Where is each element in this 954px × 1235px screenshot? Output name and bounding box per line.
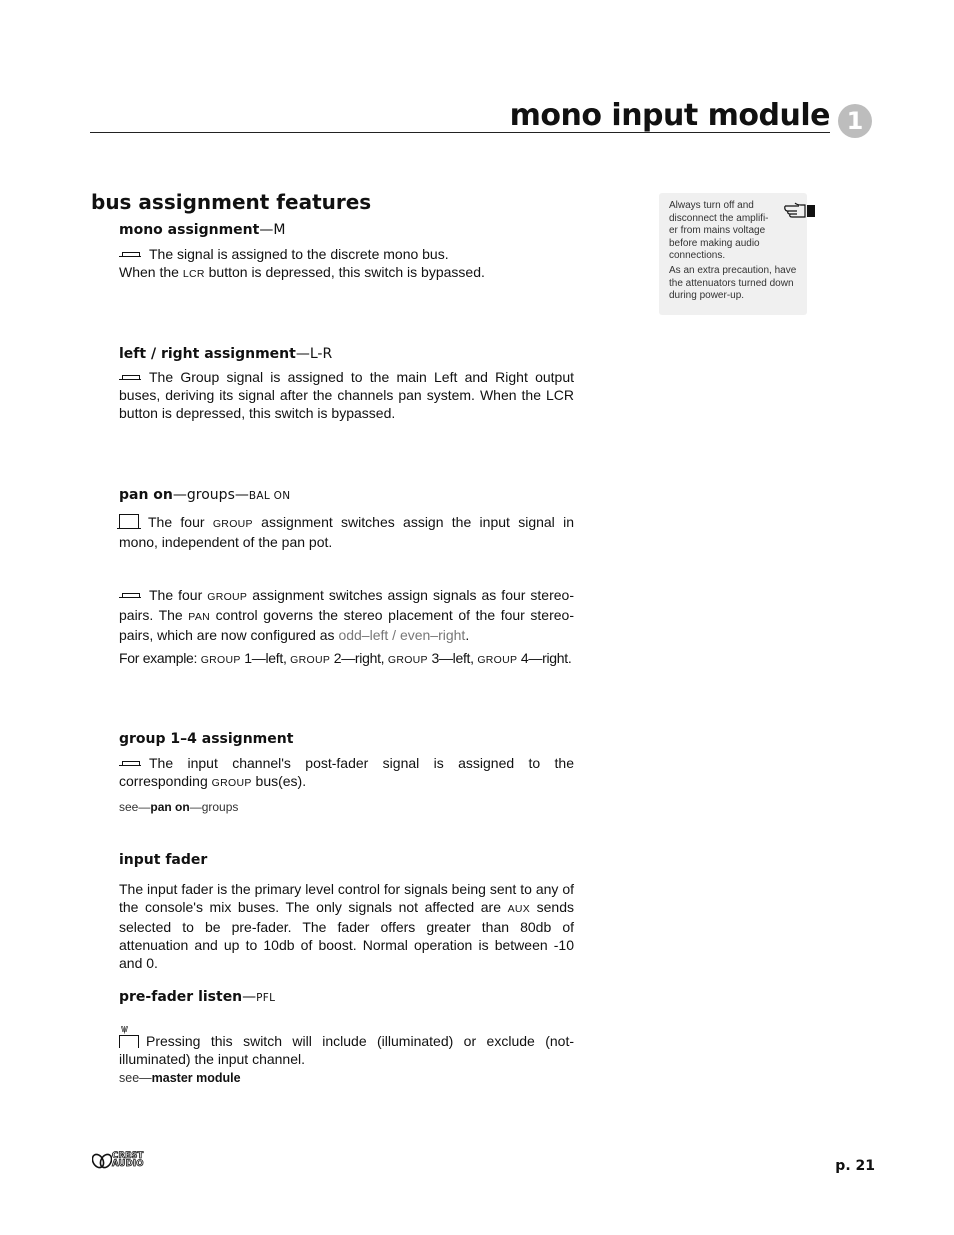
pfl-heading: pre-fader listen—PFL bbox=[119, 989, 276, 1005]
crest-logo-mark-icon bbox=[92, 1152, 112, 1170]
pfl-text: \\|// Pressing this switch will include (illuminated) or exclude (not-illuminated) the input channel. bbox=[119, 1025, 574, 1067]
switch-depressed-icon bbox=[119, 761, 141, 767]
pan-on-up-text: The four GROUP assignment switches assign the input signal in mono, independent of the pan pot. bbox=[119, 514, 574, 550]
crest-audio-logo: CREST AUDIO bbox=[92, 1150, 162, 1174]
switch-depressed-icon bbox=[119, 252, 141, 258]
header-rule bbox=[90, 132, 830, 133]
switch-released-icon bbox=[119, 514, 139, 529]
pointing-hand-icon bbox=[783, 201, 817, 221]
section-heading: bus assignment features bbox=[91, 190, 372, 214]
page-title: mono input module bbox=[509, 98, 830, 133]
pan-on-example: For example: GROUP 1—left, GROUP 2—right, GROUP 3—left, GROUP 4—right. bbox=[119, 650, 572, 666]
lr-assignment-heading: left / right assignment—L-R bbox=[119, 346, 333, 362]
input-fader-text: The input fader is the primary level control for signals being sent to any of the console's mix buses. The only signals not affected are AUX sends selected to be pre-fader. The fader offers greater than 80db of attenuation and up to 10db of boost. Normal operation is between -10 and 0. bbox=[119, 881, 574, 971]
mono-assignment-text: The signal is assigned to the discrete mono bus. When the LCR button is depressed, this switch is bypassed. bbox=[119, 246, 485, 280]
switch-depressed-icon bbox=[119, 593, 141, 599]
pfl-see-reference: see—master module bbox=[119, 1071, 241, 1085]
group-assignment-heading: group 1–4 assignment bbox=[119, 731, 294, 747]
group-see-reference: see—pan on—groups bbox=[119, 800, 239, 814]
group-assignment-text: The input channel's post-fader signal is assigned to the corresponding GROUP bus(es). bbox=[119, 755, 574, 789]
illuminated-switch-icon: \\|// bbox=[119, 1026, 137, 1048]
chapter-number-badge: 1 bbox=[838, 104, 872, 138]
caution-note-text-2: As an extra precaution, have the attenuators turned down during power-up. bbox=[669, 265, 797, 301]
pan-on-down-text: The four GROUP assignment switches assign signals as four stereo-pairs. The PAN control governs the stereo placement of the four stereo-pairs, which are now configured as odd–left / even–right. bbox=[119, 587, 574, 643]
caution-note-text-1: Always turn off and disconnect the amplifi-er from mains voltage before making audio connections. bbox=[669, 200, 769, 261]
switch-depressed-icon bbox=[119, 375, 141, 381]
lr-assignment-text: The Group signal is assigned to the main Left and Right output buses, deriving its signal after the channels pan system. When the LCR button is depressed, this switch is bypassed. bbox=[119, 369, 574, 421]
page-number: p. 21 bbox=[835, 1158, 875, 1174]
mono-assignment-heading: mono assignment—M bbox=[119, 222, 286, 238]
input-fader-heading: input fader bbox=[119, 852, 208, 868]
pan-on-heading: pan on—groups—BAL ON bbox=[119, 487, 291, 503]
